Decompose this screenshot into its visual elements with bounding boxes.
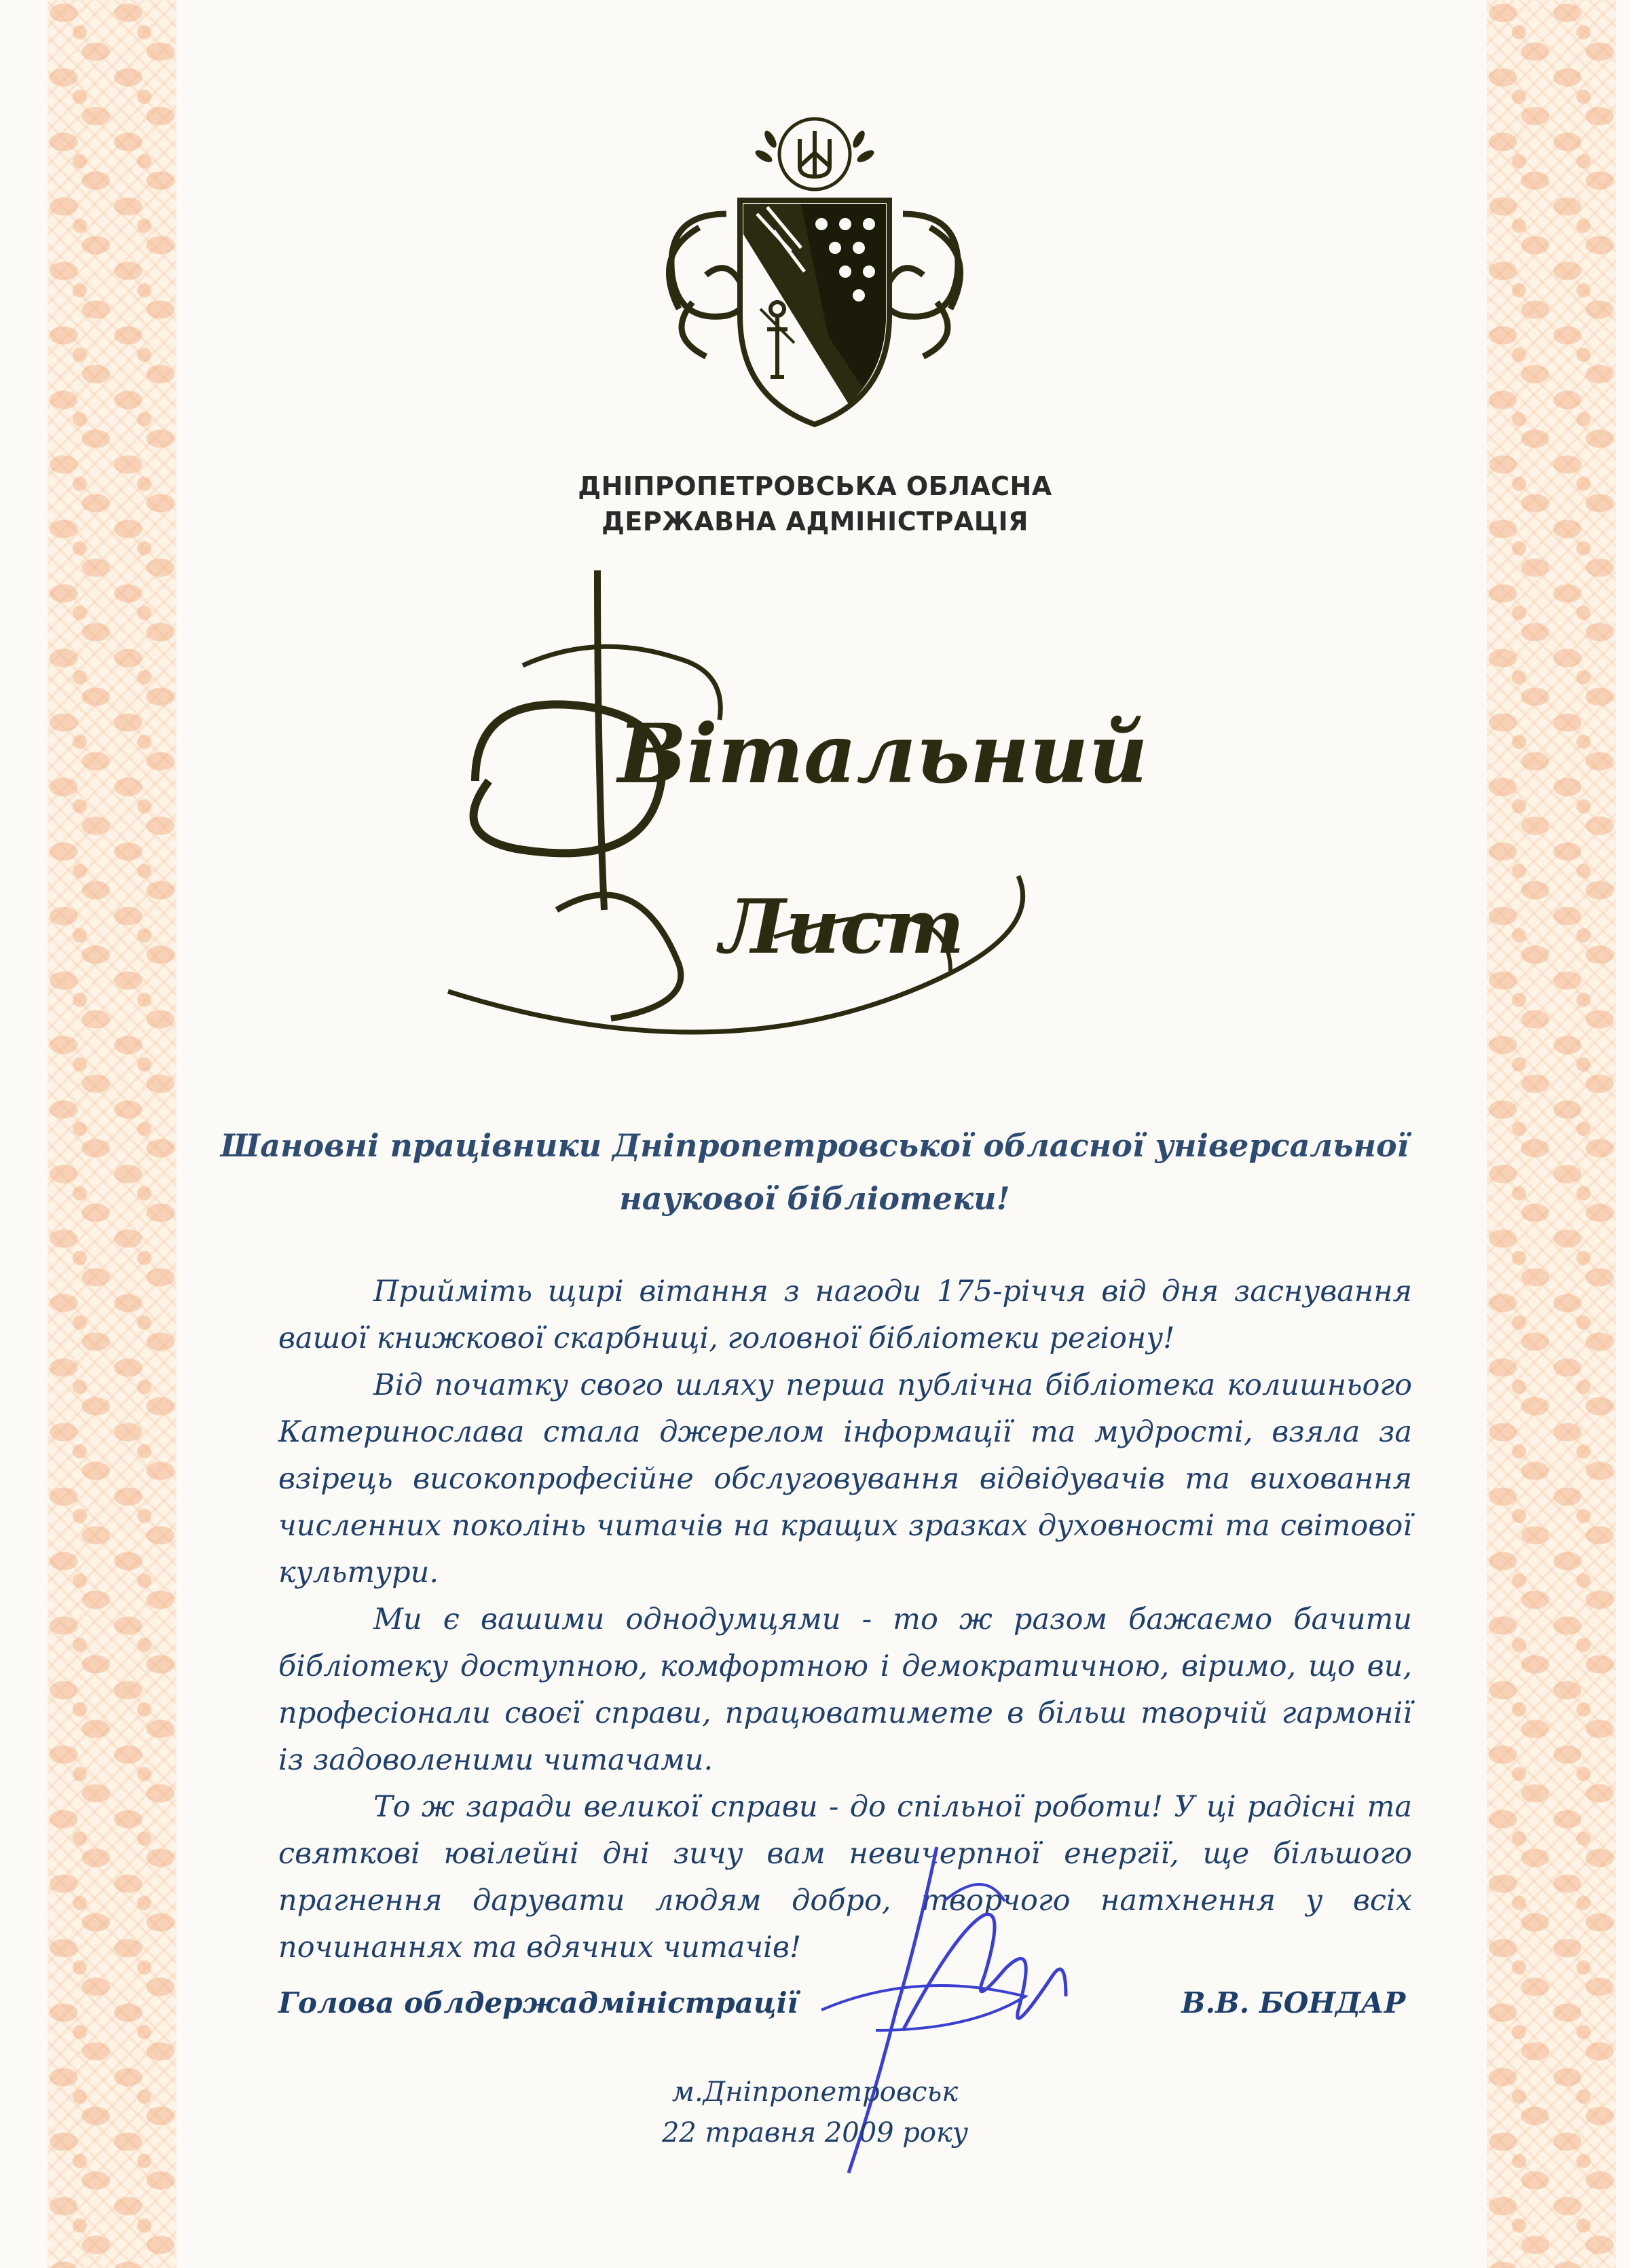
coat-of-arms-icon	[625, 112, 1005, 438]
signatory-position: Голова облдержадміністрації	[278, 1986, 798, 2019]
title-flourish	[434, 557, 1168, 1059]
agency-name-line1: ДНІПРОПЕТРОВСЬКА ОБЛАСНА	[578, 471, 1052, 501]
signatory-name: В.В. БОНДАР	[1181, 1986, 1406, 2019]
title-word-letter: Лист	[720, 883, 965, 970]
letter-city: м.Дніпропетровськ	[671, 2077, 959, 2108]
salutation-line1: Шановні працівники Дніпропетровської обласної універсальної	[220, 1127, 1409, 1164]
letter-date: 22 травня 2009 року	[661, 2117, 969, 2148]
ornamental-border-left	[48, 0, 177, 2268]
body-paragraph-2: Від початку свого шляху перша публічна бібліотека колишнього Катеринослава стала джерелом інформації та мудрості, взяла за взірець високопрофесійне обслуговування відвідувачів та виховання численних поколінь читачів на кращих зразках духовності та світової культури.	[278, 1368, 1412, 1590]
body-paragraph-4: То ж заради великої справи - до спільної роботи! У ці радісні та святкові ювілейні дні зичу вам невичерпної енергії, ще більшого прагнення дарувати людям добро, творчого натхнення у всіх починаннях та вдячних читачів!	[278, 1790, 1412, 1964]
salutation-line2: наукової бібліотеки!	[619, 1180, 1010, 1217]
agency-name-line2: ДЕРЖАВНА АДМІНІСТРАЦІЯ	[601, 507, 1029, 536]
body-paragraph-1: Прийміть щирі вітання з нагоди 175-річчя від дня заснування вашої книжкової скарбниці, головної бібліотеки регіону!	[278, 1275, 1412, 1355]
body-paragraph-3: Ми є вашими однодумцями - то ж разом бажаємо бачити бібліотеку доступною, комфортною і демократичною, віримо, що ви, професіонали своєї справи, працюватимете в більш творчій гармонії із задоволеними читачами.	[278, 1603, 1412, 1777]
title-word-greeting: Вітальний	[618, 706, 1148, 802]
ornamental-border-right	[1487, 0, 1616, 2268]
